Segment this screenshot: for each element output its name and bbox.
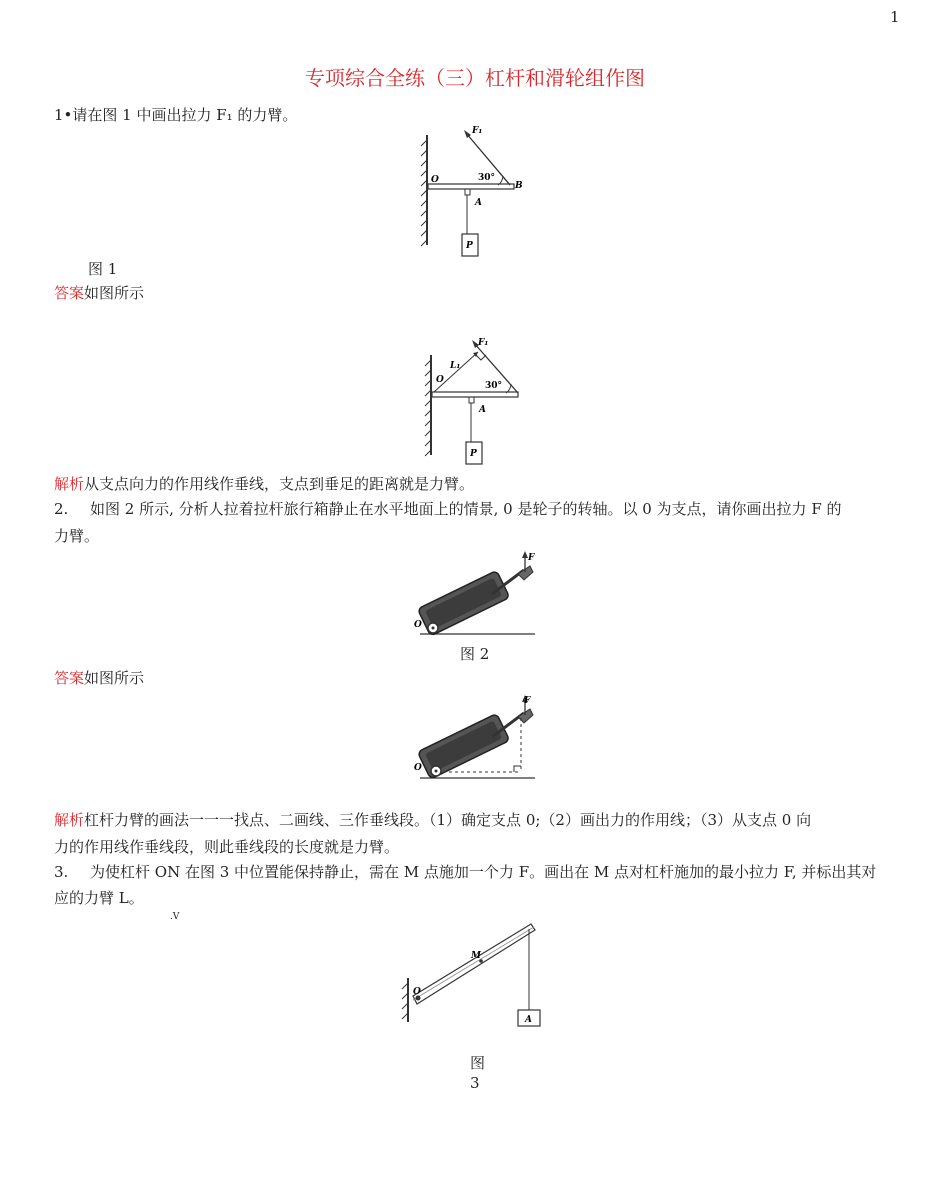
fig2-label-o: O bbox=[414, 620, 422, 630]
q2-analysis-line2: 力的作用线作垂线段，则此垂线段的长度就是力臂。 bbox=[54, 838, 400, 856]
fig3-label-o: O bbox=[413, 987, 421, 997]
q1-analysis-label: 解析 bbox=[54, 475, 85, 493]
fig1-label-f1: F₁ bbox=[472, 126, 483, 136]
fig1-label-angle: 30° bbox=[478, 173, 496, 183]
fig3-lever bbox=[413, 924, 535, 1004]
fig3-wall bbox=[402, 978, 408, 1022]
q3-question-line2: 应的力臂 L。 bbox=[54, 889, 144, 907]
fig2-label-f: F bbox=[528, 553, 535, 563]
fig1-label-o: O bbox=[431, 175, 439, 185]
fig3-label-a: A bbox=[525, 1015, 532, 1025]
q3-question-line1: 为使杠杆 ON 在图 3 中位置能保持静止，需在 M 点施加一个力 F。画出在 M 点对杠杆施加的最小拉力 F, 并标出其对 bbox=[90, 863, 877, 881]
q3-stray-mark: .V bbox=[170, 912, 180, 922]
q1-answer-label: 答案 bbox=[54, 284, 85, 302]
q2-caption: 图 2 bbox=[460, 645, 490, 663]
fig1-answer-label-f1: F₁ bbox=[478, 338, 489, 348]
q3-number: 3. bbox=[54, 863, 69, 881]
q2-answer-label: 答案 bbox=[54, 669, 85, 687]
fig1-label-a: A bbox=[475, 198, 482, 208]
fig1-answer-label-a: A bbox=[479, 405, 486, 415]
q2-answer-text: 如图所示 bbox=[84, 669, 145, 687]
fig1-answer-label-angle: 30° bbox=[485, 381, 503, 391]
q1-answer-text: 如图所示 bbox=[84, 284, 145, 302]
fig2-answer-label-o: O bbox=[414, 763, 422, 773]
q1-caption: 图 1 bbox=[88, 260, 118, 278]
q1-analysis-text: 从支点向力的作用线作垂线，支点到垂足的距离就是力臂。 bbox=[84, 475, 475, 493]
q2-number: 2. bbox=[54, 500, 69, 518]
fig1-label-p: P bbox=[466, 241, 473, 251]
q2-question-line1: 如图 2 所示, 分析人拉着拉杆旅行箱静止在水平地面上的情景, 0 是轮子的转轴。以 0 为支点，请你画出拉力 F 的 bbox=[90, 500, 842, 518]
q2-analysis-label: 解析 bbox=[54, 811, 85, 829]
q3-caption-line1: 图 bbox=[470, 1054, 486, 1072]
fig1-answer-label-o: O bbox=[436, 375, 444, 385]
fig1-answer-label-p: P bbox=[470, 449, 477, 459]
fig2-answer-label-f: F bbox=[524, 696, 531, 706]
q1-question: 1•请在图 1 中画出拉力 F₁ 的力臂。 bbox=[54, 106, 298, 124]
q2-question-line2: 力臂。 bbox=[54, 527, 100, 545]
fig3-label-m: M bbox=[471, 951, 481, 961]
q3-caption-line2: 3 bbox=[470, 1074, 480, 1092]
fig1-answer-label-l1: L₁ bbox=[450, 361, 461, 371]
fig1-label-b: B bbox=[515, 181, 523, 191]
page-number: 1 bbox=[890, 8, 900, 26]
q2-analysis-line1: 杠杆力臂的画法一一一找点、二画线、三作垂线段。（1）确定支点 0;（2）画出力的作用线；（3）从支点 0 向 bbox=[84, 811, 812, 829]
page-title: 专项综合全练（三）杠杆和滑轮组作图 bbox=[305, 66, 645, 90]
